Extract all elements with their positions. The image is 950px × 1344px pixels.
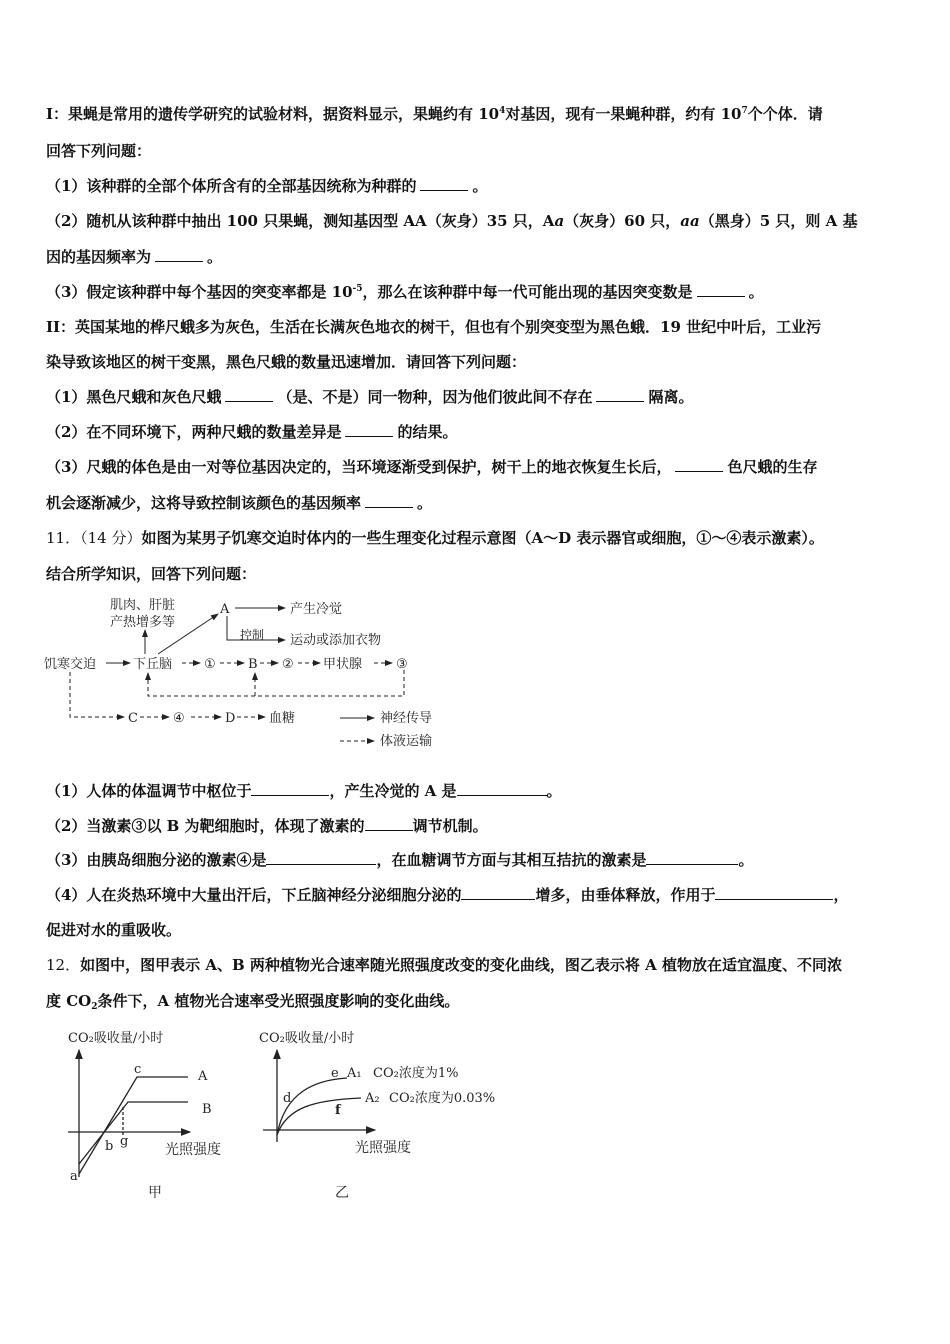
section1-intro: I：果蝇是常用的遗传学研究的试验材料，据资料显示，果蝇约有 $10^4$对基因，现有一果蝇种群，约有 $10^7$个个体．请 [46, 105, 823, 123]
thermoregulation-diagram [40, 592, 460, 752]
answer-blank[interactable] [365, 816, 413, 831]
answer-blank[interactable] [365, 493, 413, 508]
cold-sensation-label: 产生冷觉 [290, 602, 343, 617]
graph-yi-x-label: 光照强度 [355, 1140, 411, 1156]
hypothalamus-label: 下丘脑 [133, 657, 173, 672]
section2-question-2: （2）在不同环境下，两种尺蛾的数量差异是 的结果。 [46, 423, 458, 441]
hormone-4: ④ [173, 711, 185, 726]
node-C: C [128, 711, 138, 726]
graph-yi [255, 1022, 545, 1207]
section2-question-1: （1）黑色尺蛾和灰色尺蛾 （是、不是）同一物种，因为他们彼此间不存在 隔离。 [46, 388, 694, 406]
node-A: A [220, 602, 230, 617]
question-11-part-1: （1）人体的体温调节中枢位于 ，产生冷觉的 A 是 。 [46, 782, 562, 800]
answer-blank[interactable] [345, 422, 393, 437]
point-c-label: c [134, 1062, 142, 1077]
legend-nerve-label: 神经传导 [380, 711, 433, 726]
legend-fluid-label: 体液运输 [380, 734, 433, 749]
graph-yi-caption: 乙 [335, 1185, 349, 1201]
hormone-2: ② [282, 657, 294, 672]
question-number: 11．（14 分） [46, 529, 142, 547]
heat-label: 产热增多等 [110, 615, 176, 630]
node-B: B [248, 657, 258, 672]
hormone-1: ① [204, 657, 216, 672]
curve-B-label: B [202, 1102, 212, 1117]
graph-jia-x-label: 光照强度 [165, 1142, 221, 1158]
point-a-label: a [70, 1169, 78, 1184]
question-12-stem-line2: 度 $CO_2$条件下，A 植物光合速率受光照强度影响的变化曲线。 [46, 992, 460, 1012]
graph-jia-caption: 甲 [148, 1185, 162, 1201]
section1-question-3: （3）假定该种群中每个基因的突变率都是 $10^{-5}$，那么在该种群中每一代可能出现的基因突变数是 。 [46, 283, 764, 301]
question-number: 12． [46, 956, 81, 974]
answer-blank[interactable] [457, 781, 547, 796]
question-11-stem-line2: 结合所学知识，回答下列问题： [46, 565, 257, 583]
point-d-label: d [283, 1091, 292, 1106]
point-f-label: f [335, 1103, 341, 1118]
curve-A1-desc: CO₂浓度为1% [373, 1066, 459, 1081]
question-11-stem: 11．（14 分）如图为某男子饥寒交迫时体内的一些生理变化过程示意图（A～D 表示器官或细胞，①～④表示激素）。 [46, 529, 824, 547]
section2-question-3-line2: 机会逐渐减少，这将导致控制该颜色的基因频率 。 [46, 494, 433, 512]
answer-blank[interactable] [596, 387, 644, 402]
question-11-part-4-line2: 促进对水的重吸收。 [46, 921, 182, 939]
question-11-part-3: （3）由胰岛细胞分泌的激素④是 ，在血糖调节方面与其相互拮抗的激素是 。 [46, 851, 754, 869]
curve-A2-label: A₂ [365, 1091, 380, 1106]
section2-intro: II：英国某地的桦尺蛾多为灰色，生活在长满灰色地衣的树干，但也有个别突变型为黑色蛾．19 世纪中叶后，工业污 [46, 318, 822, 336]
curve-A [79, 1077, 188, 1174]
question-11-part-2: （2）当激素③以 B 为靶细胞时，体现了激素的 调节机制。 [46, 817, 488, 835]
behavior-label: 运动或添加衣物 [290, 633, 382, 648]
answer-blank[interactable] [225, 387, 273, 402]
answer-blank[interactable] [675, 457, 723, 472]
answer-blank[interactable] [715, 885, 833, 900]
answer-blank[interactable] [155, 247, 203, 262]
graph-jia [60, 1022, 250, 1207]
feedback-to-hypothalamus [148, 670, 404, 696]
point-g-label: g [120, 1134, 129, 1149]
question-11-part-4: （4）人在炎热环境中大量出汗后，下丘脑神经分泌细胞分泌的 增多，由垂体释放，作用于 ， [46, 886, 849, 904]
blood-glucose-label: 血糖 [269, 711, 296, 726]
section1-question-2-line2: 因的基因频率为 。 [46, 248, 223, 266]
section2-question-3: （3）尺蛾的体色是由一对等位基因决定的，当环境逐渐受到保护，树干上的地衣恢复生长后， 色尺蛾的生存 [46, 458, 818, 476]
point-e-label: e [331, 1066, 339, 1081]
curve-A-label: A [198, 1069, 208, 1084]
answer-blank[interactable] [251, 781, 329, 796]
answer-blank[interactable] [420, 176, 468, 191]
curve-A2-desc: CO₂浓度为0.03% [389, 1091, 496, 1106]
answer-blank[interactable] [697, 282, 745, 297]
node-D: D [225, 711, 236, 726]
answer-blank[interactable] [266, 850, 376, 865]
question-12-stem: 12．如图中，图甲表示 A、B 两种植物光合速率随光照强度改变的变化曲线，图乙表示将 A 植物放在适宜温度、不同浓 [46, 956, 842, 974]
section1-question-1: （1）该种群的全部个体所含有的全部基因统称为种群的 。 [46, 177, 488, 195]
section2-intro-line2: 染导致该地区的树干变黑，黑色尺蛾的数量迅速增加．请回答下列问题： [46, 353, 527, 371]
point-b-label: b [105, 1139, 114, 1154]
muscle-label: 肌肉、肝脏 [110, 598, 176, 613]
thyroid-label: 甲状腺 [323, 657, 363, 672]
hunger-cold-label: 饥寒交迫 [44, 657, 97, 672]
curve-A1-label: A₁ [347, 1066, 362, 1081]
section1-intro-line2: 回答下列问题： [46, 142, 152, 160]
graph-jia-y-label: CO₂吸收量/小时 [68, 1031, 164, 1046]
section1-question-2: （2）随机从该种群中抽出 100 只果蝇，测知基因型 AA（灰身）35 只，Aa（灰身）60 只，aa（黑身）5 只，则 A 基 [46, 212, 858, 230]
answer-blank[interactable] [461, 885, 535, 900]
control-label: 控制 [240, 628, 265, 642]
hormone-3: ③ [396, 657, 408, 672]
answer-blank[interactable] [646, 850, 738, 865]
arrow-to-C [70, 672, 124, 717]
graph-yi-y-label: CO₂吸收量/小时 [259, 1031, 355, 1046]
